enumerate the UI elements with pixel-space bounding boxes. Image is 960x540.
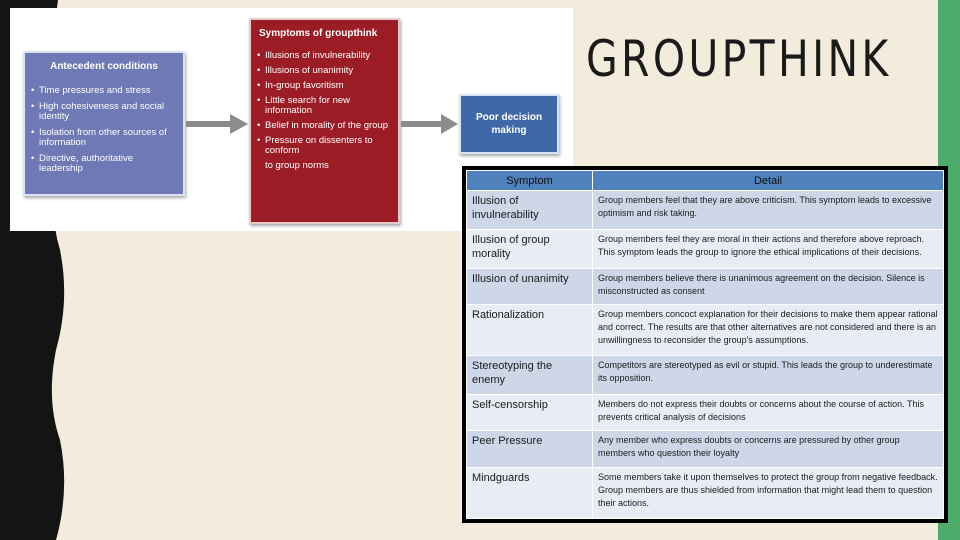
table-row	[467, 468, 944, 519]
column-header-detail: Detail	[593, 171, 944, 191]
symptom-item: • Illusions of unanimity	[265, 66, 390, 76]
symptom-table	[466, 170, 944, 519]
symptoms-box	[249, 18, 400, 224]
antecedent-title: Antecedent conditions	[50, 61, 158, 72]
symptom-cell: Self-censorship	[467, 394, 593, 431]
detail-cell: Group members believe there is unanimous agreement on the decision. Silence is misconstructed as consent	[593, 268, 944, 305]
symptom-item: • Belief in morality of the group	[265, 121, 390, 131]
table-row	[467, 305, 944, 356]
antecedent-item: • Isolation from other sources of information	[39, 128, 175, 148]
detail-cell: Competitors are stereotyped as evil or stupid. This leads the group to underestimate its opposition.	[593, 356, 944, 395]
antecedent-item: • Directive, authoritative leadership	[39, 154, 175, 174]
symptom-item: • Pressure on dissenters to conform	[265, 136, 390, 156]
arrow-right-icon	[186, 114, 248, 134]
symptom-cell: Stereotyping the enemy	[467, 356, 593, 395]
detail-cell: Group members concoct explanation for their decisions to make them appear rational and correct. The results are that other alternatives are not considered and there is an unwillingness to reconsider the group's assumptions.	[593, 305, 944, 356]
symptoms-title: Symptoms of groupthink	[259, 28, 378, 39]
detail-cell: Some members take it upon themselves to protect the group from negative feedback. Group members are thus shielded from information that might lead them to question their actions.	[593, 468, 944, 519]
table-row	[467, 394, 944, 431]
column-header-symptom: Symptom	[467, 171, 593, 191]
antecedent-conditions-box	[23, 51, 185, 196]
symptom-cell: Rationalization	[467, 305, 593, 356]
arrow-right-icon	[401, 114, 458, 134]
page-title: GROUPTHINK	[586, 30, 892, 88]
table-row	[467, 268, 944, 305]
symptom-cell: Illusion of group morality	[467, 229, 593, 268]
detail-cell: Any member who express doubts or concerns are pressured by other group members who question their loyalty	[593, 431, 944, 468]
symptom-continuation: to group norms	[265, 160, 329, 171]
outcome-box	[459, 94, 559, 154]
symptom-item: • Illusions of invulnerability	[265, 51, 390, 61]
symptom-table-frame	[462, 166, 948, 523]
symptom-item: • In-group favoritism	[265, 81, 390, 91]
table-row	[467, 191, 944, 230]
outcome-label: Poor decision making	[475, 112, 543, 136]
table-row	[467, 431, 944, 468]
antecedent-list	[25, 86, 183, 174]
table-row	[467, 356, 944, 395]
symptom-cell: Peer Pressure	[467, 431, 593, 468]
symptom-cell: Illusion of unanimity	[467, 268, 593, 305]
detail-cell: Group members feel that they are above criticism. This symptom leads to excessive optimism and risk taking.	[593, 191, 944, 230]
symptom-item: • Little search for new information	[265, 96, 390, 116]
detail-cell: Group members feel they are moral in their actions and therefore above reproach. This symptom leads the group to ignore the ethical implications of their decisions.	[593, 229, 944, 268]
antecedent-item: • High cohesiveness and social identity	[39, 102, 175, 122]
detail-cell: Members do not express their doubts or concerns about the course of action. This prevents critical analysis of decisions	[593, 394, 944, 431]
symptom-cell: Illusion of invulnerability	[467, 191, 593, 230]
antecedent-item: • Time pressures and stress	[39, 86, 175, 96]
symptoms-list	[251, 51, 398, 171]
table-row	[467, 229, 944, 268]
symptom-cell: Mindguards	[467, 468, 593, 519]
